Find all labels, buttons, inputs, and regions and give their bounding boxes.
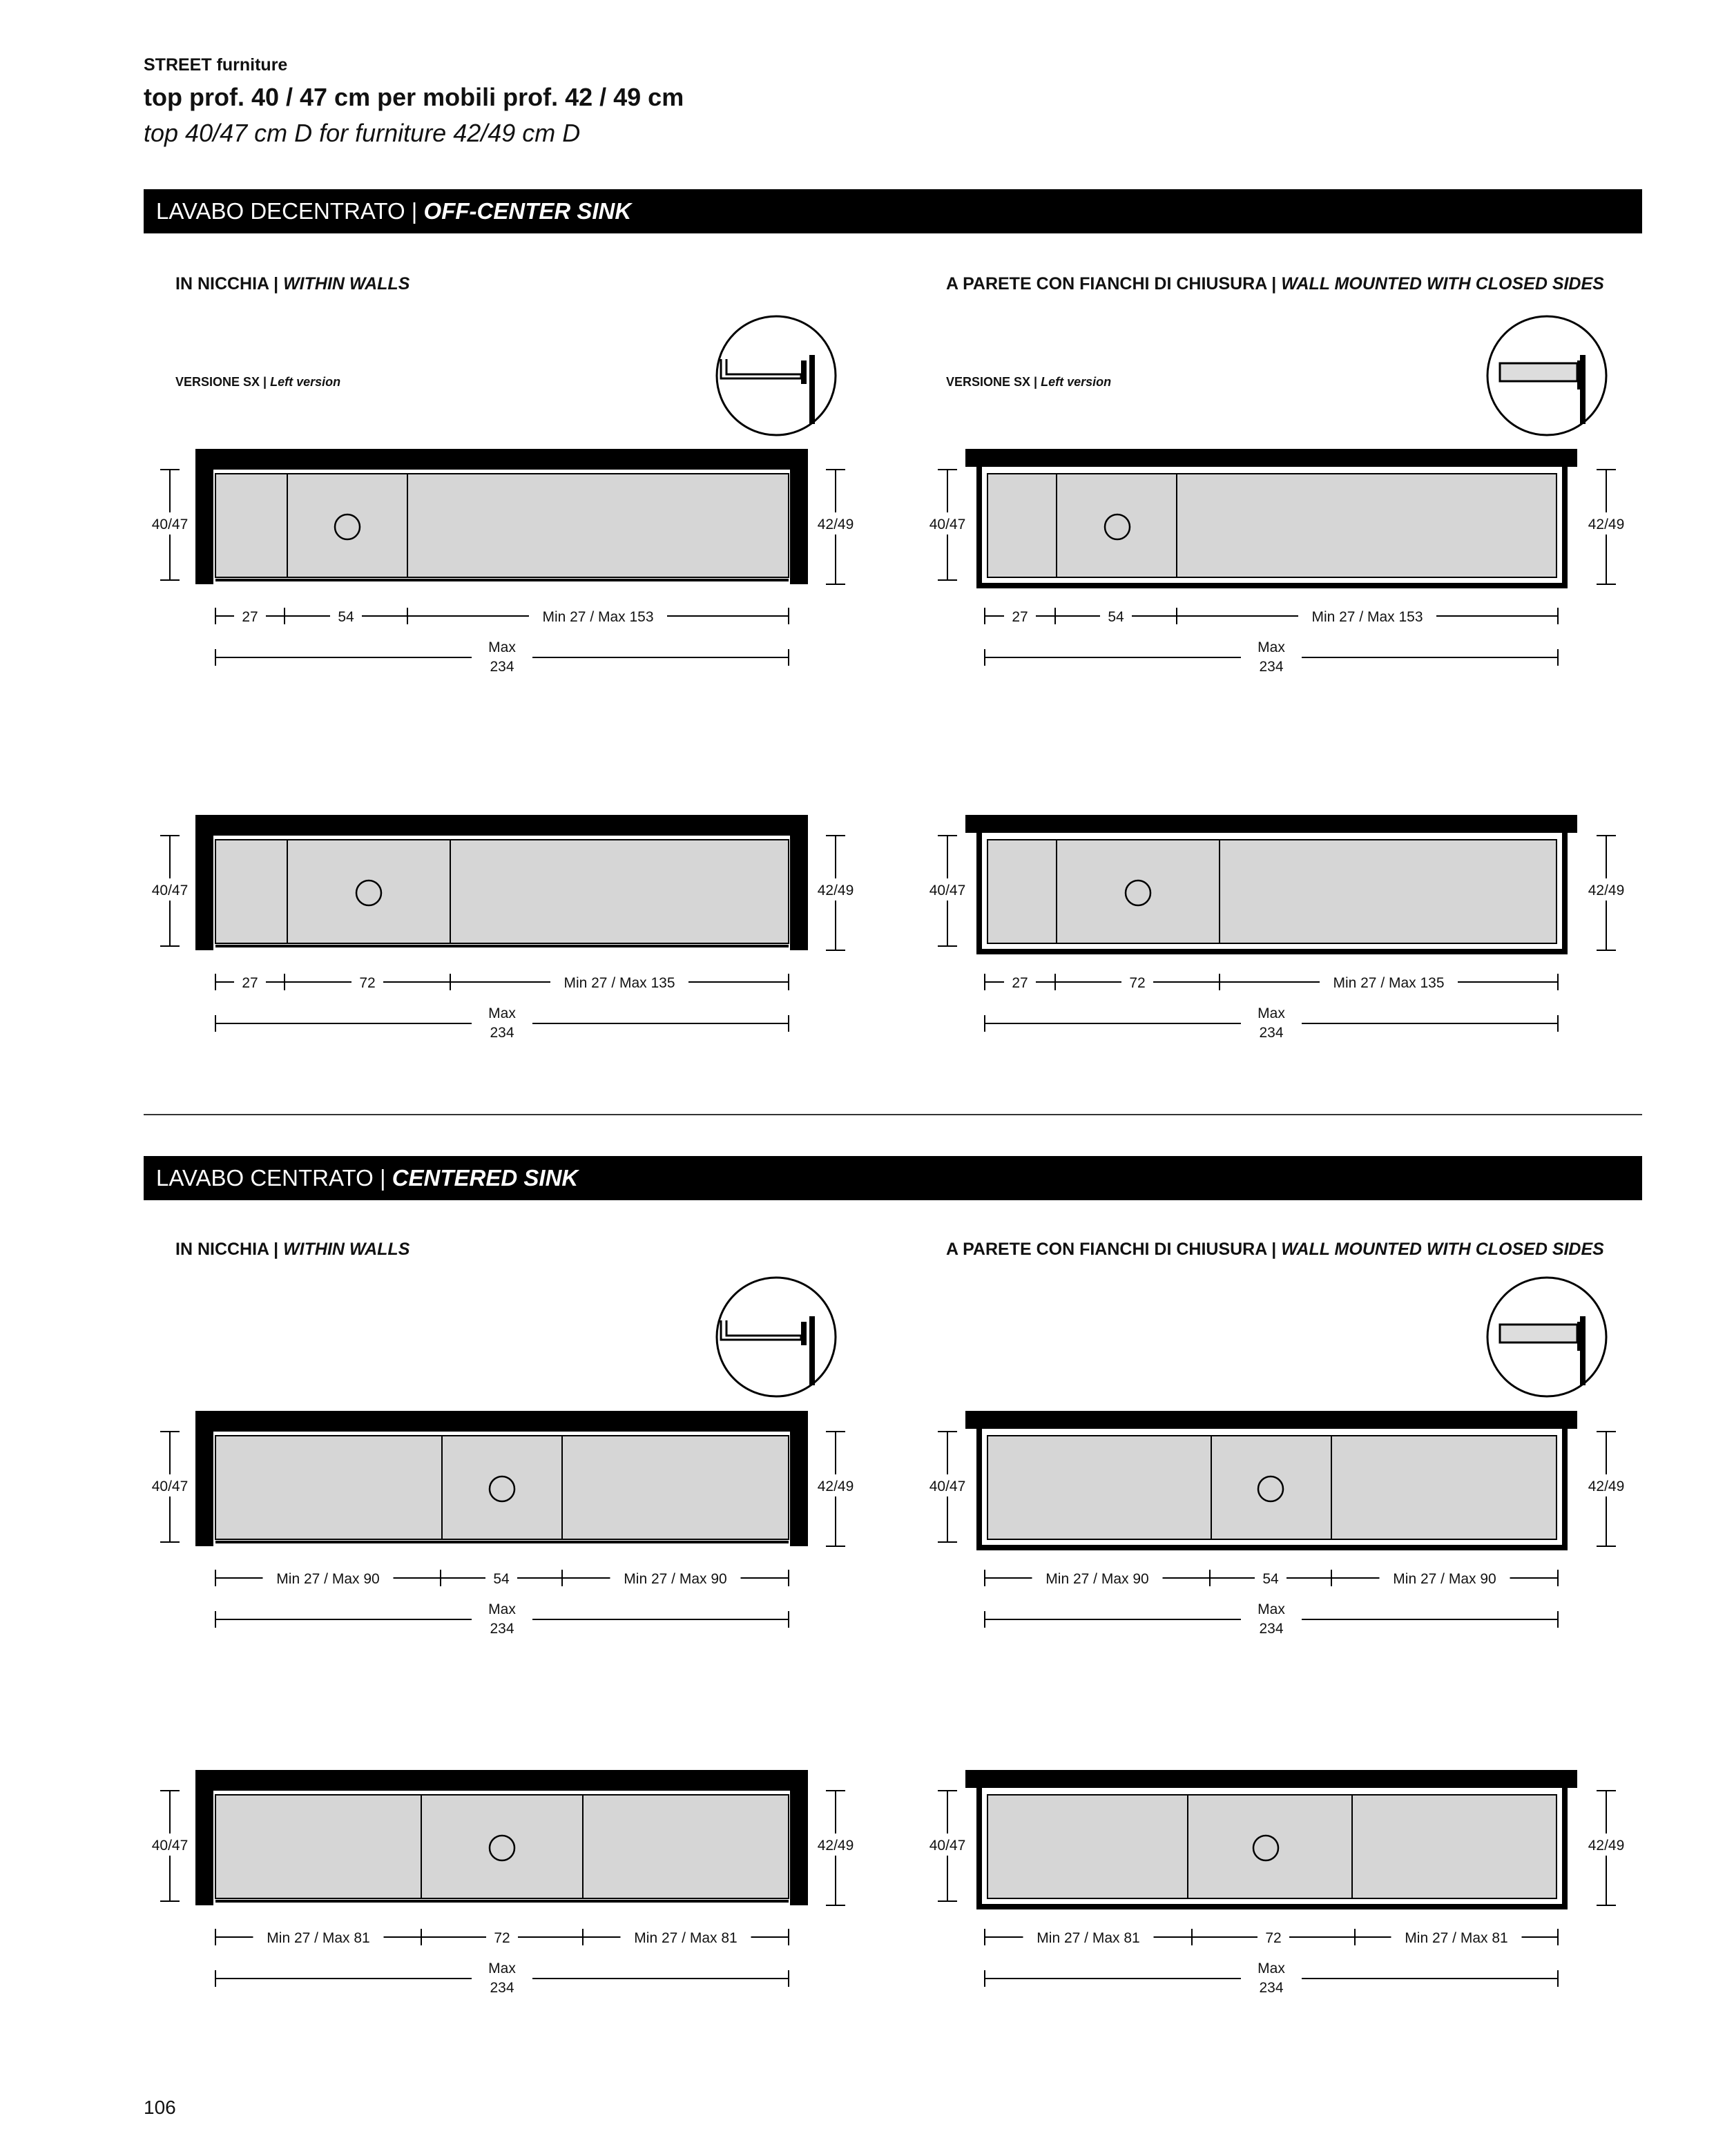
cabinet-body — [987, 1436, 1557, 1539]
width-segment-label: Min 27 / Max 81 — [1405, 1930, 1508, 1946]
total-width-value: 234 — [490, 659, 514, 675]
width-segment-label: 54 — [338, 609, 354, 625]
total-width-label: Max — [1257, 639, 1285, 655]
vanity-drawing-5 — [149, 1411, 856, 1643]
page-title-english: top 40/47 cm D for furniture 42/49 cm D — [144, 119, 581, 147]
total-width-label: Max — [1257, 1601, 1285, 1617]
total-width-value: 234 — [490, 1621, 514, 1637]
cabinet-body — [987, 474, 1557, 577]
subheading-italian: IN NICCHIA | — [175, 1240, 284, 1259]
total-width-value: 234 — [1259, 1980, 1284, 1996]
wall-section — [1580, 1316, 1586, 1385]
total-width-label: Max — [488, 1005, 516, 1021]
width-segment-label: 72 — [1265, 1930, 1282, 1946]
section-title-italian: LAVABO DECENTRATO | — [156, 198, 424, 224]
wall-section — [1580, 355, 1586, 424]
vanity-drawing-3 — [149, 815, 856, 1047]
width-segment-label: 54 — [1108, 609, 1124, 625]
left-wall — [195, 815, 213, 950]
width-segment-label: 27 — [1012, 609, 1028, 625]
subheading-italian: A PARETE CON FIANCHI DI CHIUSURA | — [946, 274, 1282, 293]
depth-top-label: 40/47 — [929, 517, 966, 532]
right-wall — [790, 449, 808, 584]
cabinet-body — [215, 1795, 789, 1898]
total-width-value: 234 — [490, 1980, 514, 1996]
page-title-italian: top prof. 40 / 47 cm per mobili prof. 42 / 49 cm — [144, 83, 684, 111]
subheading-english: WALL MOUNTED WITH CLOSED SIDES — [1281, 1240, 1604, 1259]
section-title-english: OFF-CENTER SINK — [423, 198, 632, 224]
depth-furniture-label: 42/49 — [817, 1838, 854, 1854]
total-width-label: Max — [488, 639, 516, 655]
subheading-english: WITHIN WALLS — [283, 1240, 410, 1259]
depth-furniture-label: 42/49 — [817, 517, 854, 532]
niche-detail-icon — [717, 1278, 836, 1396]
depth-top-label: 40/47 — [151, 1838, 189, 1854]
bracket — [801, 1322, 807, 1345]
width-segment-label: 54 — [1262, 1571, 1279, 1587]
subheading-english: WALL MOUNTED WITH CLOSED SIDES — [1281, 274, 1604, 293]
total-width-label: Max — [1257, 1005, 1285, 1021]
depth-furniture-label: 42/49 — [817, 1479, 854, 1494]
total-width-value: 234 — [1259, 1025, 1284, 1041]
depth-top-label: 40/47 — [151, 1479, 189, 1494]
width-segment-label: Min 27 / Max 81 — [267, 1930, 370, 1946]
total-width-value: 234 — [490, 1025, 514, 1041]
detail-circle — [717, 1278, 836, 1396]
depth-top-label: 40/47 — [151, 517, 189, 532]
section-title-italian: LAVABO CENTRATO | — [156, 1165, 392, 1191]
depth-top-label: 40/47 — [151, 883, 189, 898]
wall-section — [809, 355, 815, 424]
total-width-label: Max — [488, 1601, 516, 1617]
width-segment-label: Min 27 / Max 81 — [1037, 1930, 1140, 1946]
vanity-drawing-8 — [927, 1770, 1627, 2002]
cabinet-body — [215, 840, 789, 943]
wall-mounted-detail-icon — [1487, 1278, 1606, 1396]
width-segment-label: 72 — [359, 975, 376, 991]
depth-furniture-label: 42/49 — [1588, 517, 1625, 532]
width-segment-label: Min 27 / Max 90 — [1393, 1571, 1496, 1587]
depth-furniture-label: 42/49 — [817, 883, 854, 898]
subheading-italian: IN NICCHIA | — [175, 274, 284, 293]
width-segment-label: Min 27 / Max 90 — [624, 1571, 727, 1587]
brand-label: STREET furniture — [144, 55, 288, 75]
total-width-label: Max — [1257, 1961, 1285, 1976]
top-section — [1500, 363, 1577, 381]
version-italian: VERSIONE SX | — [175, 375, 271, 389]
countertop-slab — [195, 1411, 808, 1432]
width-segment-label: 27 — [242, 609, 258, 625]
left-wall — [195, 1411, 213, 1546]
vanity-drawing-6 — [927, 1411, 1627, 1643]
depth-furniture-label: 42/49 — [1588, 1479, 1625, 1494]
cabinet-body — [987, 840, 1557, 943]
total-width-value: 234 — [1259, 659, 1284, 675]
bracket — [801, 360, 807, 384]
version-english: Left version — [1041, 375, 1112, 389]
cabinet-body — [987, 1795, 1557, 1898]
width-segment-label: 27 — [242, 975, 258, 991]
right-wall — [790, 1411, 808, 1546]
width-segment-label: Min 27 / Max 135 — [563, 975, 675, 991]
cabinet-body — [215, 474, 789, 577]
vanity-drawing-7 — [149, 1770, 856, 2002]
wall-mounted-detail-icon — [1487, 316, 1606, 435]
detail-circle — [717, 316, 836, 435]
total-width-label: Max — [488, 1961, 516, 1976]
left-wall — [195, 449, 213, 584]
width-segment-label: Min 27 / Max 90 — [276, 1571, 380, 1587]
width-segment-label: 72 — [494, 1930, 510, 1946]
width-segment-label: Min 27 / Max 153 — [542, 609, 654, 625]
countertop-slab — [195, 1770, 808, 1791]
width-segment-label: Min 27 / Max 153 — [1311, 609, 1423, 625]
depth-furniture-label: 42/49 — [1588, 883, 1625, 898]
cabinet-body — [215, 1436, 789, 1539]
depth-top-label: 40/47 — [929, 1838, 966, 1854]
width-segment-label: Min 27 / Max 90 — [1045, 1571, 1149, 1587]
vanity-drawing-4 — [927, 815, 1627, 1047]
countertop-slab — [195, 815, 808, 836]
vanity-drawing-1 — [149, 449, 856, 681]
page-number: 106 — [144, 2097, 176, 2118]
subheading-italian: A PARETE CON FIANCHI DI CHIUSURA | — [946, 1240, 1282, 1259]
subheading-english: WITHIN WALLS — [283, 274, 410, 293]
version-italian: VERSIONE SX | — [946, 375, 1041, 389]
depth-furniture-label: 42/49 — [1588, 1838, 1625, 1854]
width-segment-label: Min 27 / Max 135 — [1333, 975, 1445, 991]
right-wall — [790, 815, 808, 950]
section-title-english: CENTERED SINK — [392, 1165, 579, 1191]
depth-top-label: 40/47 — [929, 1479, 966, 1494]
depth-top-label: 40/47 — [929, 883, 966, 898]
niche-detail-icon — [717, 316, 836, 435]
version-english: Left version — [270, 375, 341, 389]
width-segment-label: 54 — [493, 1571, 510, 1587]
total-width-value: 234 — [1259, 1621, 1284, 1637]
width-segment-label: 27 — [1012, 975, 1028, 991]
wall-section — [809, 1316, 815, 1385]
right-wall — [790, 1770, 808, 1905]
top-section — [1500, 1325, 1577, 1342]
width-segment-label: 72 — [1129, 975, 1146, 991]
countertop-slab — [195, 449, 808, 470]
left-wall — [195, 1770, 213, 1905]
width-segment-label: Min 27 / Max 81 — [634, 1930, 738, 1946]
vanity-drawing-2 — [927, 449, 1627, 681]
